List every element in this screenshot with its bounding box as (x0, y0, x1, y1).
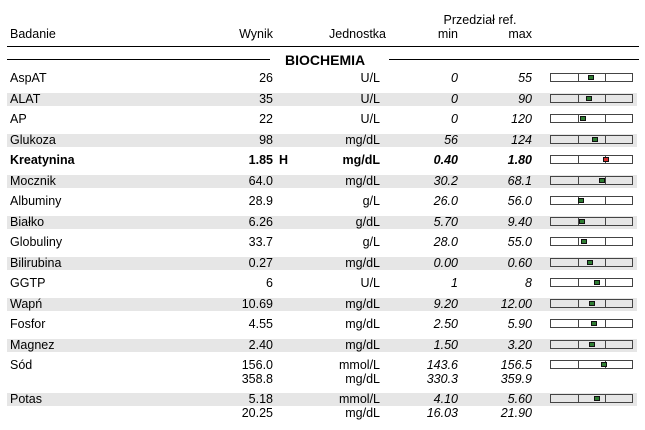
range-max-tick (605, 300, 606, 307)
range-min-tick (578, 177, 579, 184)
ref-max: 5.60 (507, 392, 532, 406)
ref-max: 0.60 (507, 256, 532, 270)
result-value-alt: 20.25 (241, 406, 273, 420)
test-name: Globuliny (10, 235, 63, 249)
ref-max: 55.0 (507, 235, 532, 249)
range-indicator-bar (550, 394, 633, 403)
result-value: 26 (259, 71, 273, 85)
ref-min: 1 (451, 276, 458, 290)
result-value: 5.18 (248, 392, 273, 406)
test-name: Glukoza (10, 133, 56, 147)
range-min-tick (578, 320, 579, 327)
result-marker (589, 342, 595, 347)
ref-min-alt: 330.3 (426, 372, 458, 386)
result-marker (594, 396, 600, 401)
ref-max: 156.5 (500, 358, 532, 372)
test-name: Mocznik (10, 174, 56, 188)
range-max-tick (605, 341, 606, 348)
range-max-tick (605, 197, 606, 204)
result-unit-alt: mg/dL (345, 406, 380, 420)
range-indicator-bar (550, 217, 633, 226)
range-min-tick (578, 136, 579, 143)
ref-min: 56 (444, 133, 458, 147)
section-title: BIOCHEMIA (285, 52, 366, 68)
ref-min: 0.00 (433, 256, 458, 270)
ref-min: 4.10 (433, 392, 458, 406)
result-unit: U/L (360, 276, 380, 290)
abnormal-flag: H (279, 153, 289, 167)
ref-min: 28.0 (433, 235, 458, 249)
ref-min: 0.40 (433, 153, 458, 167)
range-max-tick (605, 95, 606, 102)
result-value: 156.0 (241, 358, 273, 372)
range-indicator-bar (550, 360, 633, 369)
col-unit-header: Jednostka (329, 27, 386, 41)
result-marker (591, 321, 597, 326)
test-name: Potas (10, 392, 42, 406)
result-marker (586, 96, 592, 101)
col-result-header: Wynik (239, 27, 273, 41)
result-value: 64.0 (248, 174, 273, 188)
col-min-header: min (437, 27, 458, 41)
test-name: Białko (10, 215, 45, 229)
range-max-tick (605, 177, 606, 184)
range-max-tick (605, 320, 606, 327)
result-marker (579, 219, 585, 224)
range-indicator-bar (550, 258, 633, 267)
range-min-tick (578, 156, 579, 163)
result-value: 4.55 (248, 317, 273, 331)
result-value: 98 (259, 133, 273, 147)
result-value: 28.9 (248, 194, 273, 208)
range-max-tick (605, 115, 606, 122)
ref-max: 120 (511, 112, 532, 126)
range-max-tick (605, 74, 606, 81)
result-unit-alt: mg/dL (345, 372, 380, 386)
range-indicator-bar (550, 278, 633, 287)
range-max-tick (605, 259, 606, 266)
range-indicator-bar (550, 155, 633, 164)
result-marker (601, 362, 607, 367)
result-unit: mg/dL (345, 256, 380, 270)
range-min-tick (578, 361, 579, 368)
range-min-tick (578, 341, 579, 348)
ref-max: 3.20 (507, 338, 532, 352)
range-min-tick (578, 95, 579, 102)
range-indicator-bar (550, 299, 633, 308)
result-marker (599, 178, 605, 183)
range-min-tick (578, 74, 579, 81)
result-marker (594, 280, 600, 285)
ref-min: 1.50 (433, 338, 458, 352)
result-unit: g/dL (355, 215, 380, 229)
test-name: Wapń (10, 297, 43, 311)
result-unit: g/L (362, 194, 380, 208)
ref-max: 90 (518, 92, 532, 106)
result-unit: mg/dL (345, 174, 380, 188)
ref-max: 5.90 (507, 317, 532, 331)
result-value: 10.69 (241, 297, 273, 311)
header-divider (7, 46, 639, 47)
result-unit: mg/dL (345, 133, 380, 147)
test-name: Bilirubina (10, 256, 62, 270)
range-indicator-bar (550, 73, 633, 82)
ref-max: 12.00 (500, 297, 532, 311)
range-indicator-bar (550, 114, 633, 123)
result-value: 0.27 (248, 256, 273, 270)
range-indicator-bar (550, 340, 633, 349)
result-value: 33.7 (248, 235, 273, 249)
test-name: Kreatynina (10, 153, 75, 167)
col-max-header: max (508, 27, 532, 41)
ref-min: 30.2 (433, 174, 458, 188)
test-name: GGTP (10, 276, 46, 290)
result-value: 1.85 (248, 153, 273, 167)
range-max-tick (605, 279, 606, 286)
result-value: 6 (266, 276, 273, 290)
result-unit: mg/dL (342, 153, 380, 167)
ref-max-alt: 359.9 (500, 372, 532, 386)
range-max-tick (605, 218, 606, 225)
range-min-tick (578, 238, 579, 245)
test-name: Magnez (10, 338, 55, 352)
test-name: Albuminy (10, 194, 62, 208)
result-value: 6.26 (248, 215, 273, 229)
range-indicator-bar (550, 237, 633, 246)
result-marker (580, 116, 586, 121)
range-min-tick (578, 115, 579, 122)
result-marker (581, 239, 587, 244)
ref-min: 0 (451, 71, 458, 85)
result-unit: g/L (362, 235, 380, 249)
range-min-tick (578, 300, 579, 307)
ref-max: 56.0 (507, 194, 532, 208)
result-unit: mg/dL (345, 338, 380, 352)
ref-min: 2.50 (433, 317, 458, 331)
section-line-right (389, 59, 639, 60)
result-unit: mmol/L (339, 358, 380, 372)
result-marker (589, 301, 595, 306)
test-name: AP (10, 112, 27, 126)
result-marker (603, 157, 609, 162)
range-min-tick (578, 259, 579, 266)
test-name: AspAT (10, 71, 47, 85)
result-marker (587, 260, 593, 265)
range-indicator-bar (550, 196, 633, 205)
result-unit: mg/dL (345, 297, 380, 311)
result-value-alt: 358.8 (241, 372, 273, 386)
result-unit: U/L (360, 71, 380, 85)
ref-max: 1.80 (507, 153, 532, 167)
result-marker (578, 198, 584, 203)
ref-max: 124 (511, 133, 532, 147)
result-unit: mmol/L (339, 392, 380, 406)
result-value: 2.40 (248, 338, 273, 352)
result-marker (592, 137, 598, 142)
ref-min: 0 (451, 92, 458, 106)
result-value: 35 (259, 92, 273, 106)
ref-max: 55 (518, 71, 532, 85)
range-indicator-bar (550, 135, 633, 144)
range-indicator-bar (550, 176, 633, 185)
range-indicator-bar (550, 319, 633, 328)
result-unit: U/L (360, 92, 380, 106)
ref-min: 0 (451, 112, 458, 126)
ref-min: 9.20 (433, 297, 458, 311)
col-test-header: Badanie (10, 27, 56, 41)
result-unit: mg/dL (345, 317, 380, 331)
test-name: ALAT (10, 92, 41, 106)
result-marker (588, 75, 594, 80)
result-unit: U/L (360, 112, 380, 126)
test-name: Fosfor (10, 317, 46, 331)
ref-max: 8 (525, 276, 532, 290)
ref-min: 5.70 (433, 215, 458, 229)
test-name: Sód (10, 358, 33, 372)
range-min-tick (578, 279, 579, 286)
ref-min: 26.0 (433, 194, 458, 208)
ref-max: 68.1 (507, 174, 532, 188)
range-max-tick (605, 136, 606, 143)
ref-max: 9.40 (507, 215, 532, 229)
ref-min-alt: 16.03 (426, 406, 458, 420)
ref-min: 143.6 (426, 358, 458, 372)
range-indicator-bar (550, 94, 633, 103)
range-min-tick (578, 395, 579, 402)
range-max-tick (605, 238, 606, 245)
section-line-left (7, 59, 270, 60)
ref-max-alt: 21.90 (500, 406, 532, 420)
col-ref-header: Przedział ref. (443, 13, 517, 27)
result-value: 22 (259, 112, 273, 126)
range-max-tick (605, 395, 606, 402)
